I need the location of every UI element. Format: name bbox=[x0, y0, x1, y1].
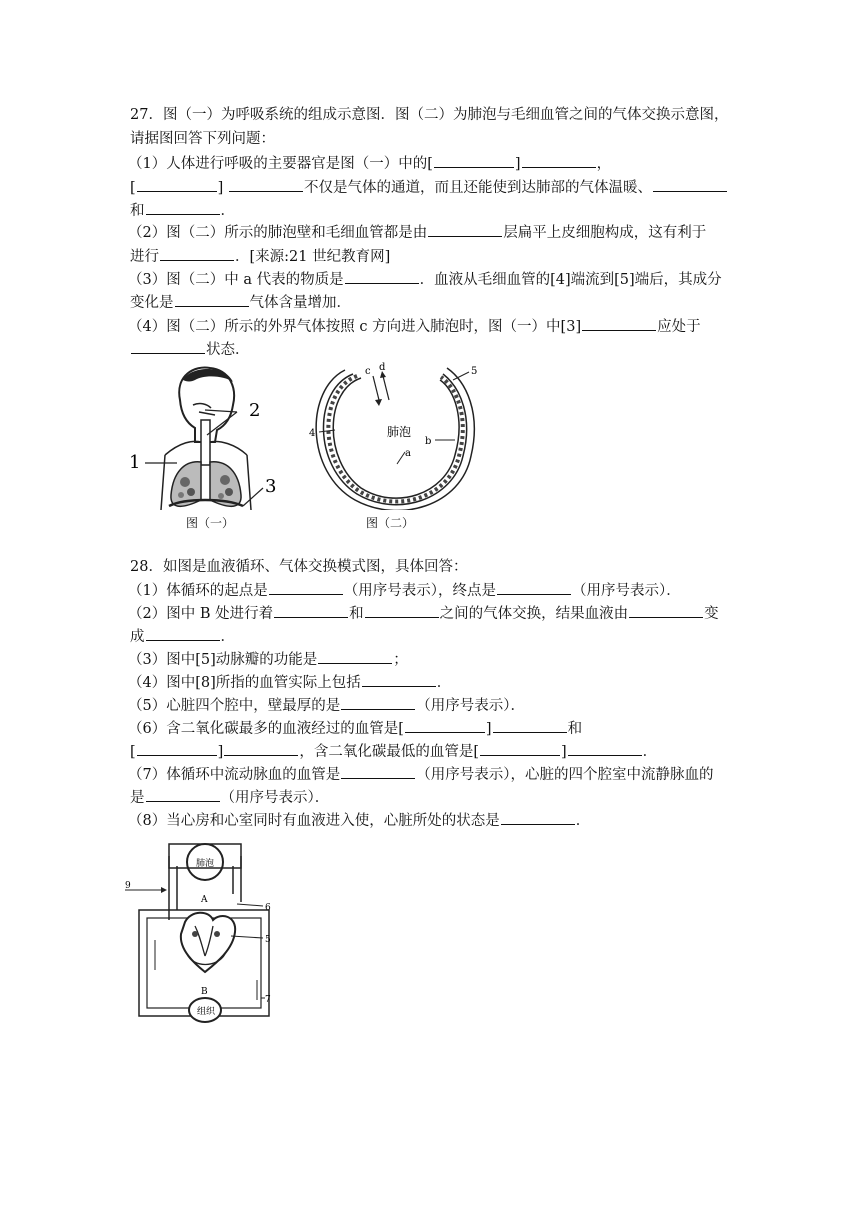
answer-blank[interactable] bbox=[501, 810, 575, 825]
fig2-label-a: a bbox=[405, 448, 411, 459]
q28-line10: （7）体循环中流动脉血的血管是 （用序号表示），心脏的四个腔室中流静脉血的 bbox=[128, 764, 713, 785]
answer-blank[interactable] bbox=[229, 177, 303, 192]
fig1-label-3: 3 bbox=[265, 476, 277, 497]
q28-line12: （8）当心房和心室同时有血液进入使，心脏所处的状态是 ． bbox=[128, 810, 590, 831]
answer-blank[interactable] bbox=[434, 153, 514, 168]
q27-line11: 状态． bbox=[130, 339, 250, 360]
fig2-label-c: c bbox=[365, 366, 371, 377]
blood-circulation-figure bbox=[125, 830, 285, 1025]
q27-line9: 变化是 气体含量增加． bbox=[130, 292, 351, 313]
fig1-label-1: 1 bbox=[129, 452, 141, 473]
answer-blank[interactable] bbox=[582, 316, 656, 331]
answer-blank[interactable] bbox=[341, 695, 415, 710]
fig-label-A: A bbox=[201, 895, 208, 905]
fig-label-5: 5 bbox=[265, 935, 271, 945]
q28-line9: [ ] ，含二氧化碳最低的血管是[ ] ． bbox=[130, 741, 657, 762]
answer-blank[interactable] bbox=[146, 787, 220, 802]
answer-blank[interactable] bbox=[568, 741, 642, 756]
q28-line8: （6）含二氧化碳最多的血液经过的血管是[ ] 和 bbox=[128, 718, 582, 739]
answer-blank[interactable] bbox=[493, 718, 567, 733]
q27-line8: （3）图（二）中 a 代表的物质是 ．血液从毛细血管的[4]端流到[5]端后，其成分 bbox=[128, 269, 722, 290]
q27-line4: [ ] 不仅是气体的通道，而且还能使到达肺部的气体温暖、 bbox=[130, 177, 728, 198]
fig-label-6: 6 bbox=[265, 903, 271, 913]
q28-line2: （1）体循环的起点是 （用序号表示），终点是 （用序号表示）． bbox=[128, 580, 681, 601]
q27-line2: 请据图回答下列问题： bbox=[130, 131, 275, 147]
fig2-label-5: 5 bbox=[471, 366, 478, 377]
fig-label-9: 9 bbox=[125, 881, 131, 891]
fig2-center-label: 肺泡 bbox=[387, 425, 412, 439]
q28-line1: 28．如图是血液循环、气体交换模式图，具体回答： bbox=[130, 559, 468, 575]
answer-blank[interactable] bbox=[274, 603, 348, 618]
fig2-label-b: b bbox=[425, 436, 432, 447]
q28-line6: （4）图中[8]所指的血管实际上包括 ． bbox=[128, 672, 451, 693]
answer-blank[interactable] bbox=[146, 626, 220, 641]
answer-blank[interactable] bbox=[522, 153, 596, 168]
q27-line6: （2）图（二）所示的肺泡壁和毛细血管都是由 层扁平上皮细胞构成，这有利于 bbox=[128, 222, 706, 243]
answer-blank[interactable] bbox=[137, 741, 217, 756]
answer-blank[interactable] bbox=[131, 339, 205, 354]
fig1-label-2: 2 bbox=[249, 400, 261, 421]
answer-blank[interactable] bbox=[137, 177, 217, 192]
fig2-label-4: 4 bbox=[309, 428, 316, 439]
fig-label-B: B bbox=[201, 987, 208, 997]
respiratory-system-figure bbox=[125, 360, 285, 535]
q28-line5: （3）图中[5]动脉瓣的功能是 ； bbox=[128, 649, 408, 670]
answer-blank[interactable] bbox=[653, 177, 727, 192]
answer-blank[interactable] bbox=[175, 292, 249, 307]
answer-blank[interactable] bbox=[224, 741, 298, 756]
fig-label-7: 7 bbox=[265, 995, 271, 1005]
alveolus-figure bbox=[305, 360, 485, 510]
answer-blank[interactable] bbox=[160, 246, 234, 261]
answer-blank[interactable] bbox=[405, 718, 485, 733]
answer-blank[interactable] bbox=[428, 222, 502, 237]
answer-blank[interactable] bbox=[146, 200, 220, 215]
answer-blank[interactable] bbox=[318, 649, 392, 664]
q27-line5: 和 ． bbox=[130, 200, 235, 221]
q28-line7: （5）心脏四个腔中，壁最厚的是 （用序号表示）． bbox=[128, 695, 525, 716]
q28-line3: （2）图中 B 处进行着 和 之间的气体交换，结果血液由 变 bbox=[128, 603, 719, 624]
fig2-caption: 图（二） bbox=[366, 516, 415, 530]
answer-blank[interactable] bbox=[362, 672, 436, 687]
answer-blank[interactable] bbox=[345, 269, 419, 284]
fig2-label-d: d bbox=[379, 362, 386, 373]
q27-line7: 进行 ．[来源:21 世纪教育网] bbox=[130, 246, 390, 267]
fig1-caption: 图（一） bbox=[186, 516, 235, 530]
fig-bottom-label: 组织 bbox=[197, 1007, 216, 1017]
answer-blank[interactable] bbox=[365, 603, 439, 618]
q28-line11: 是 （用序号表示）． bbox=[130, 787, 329, 808]
answer-blank[interactable] bbox=[629, 603, 703, 618]
q27-line3: （1）人体进行呼吸的主要器官是图（一）中的[ ] ， bbox=[128, 153, 611, 174]
q28-line4: 成 ． bbox=[130, 626, 235, 647]
answer-blank[interactable] bbox=[269, 580, 343, 595]
answer-blank[interactable] bbox=[341, 764, 415, 779]
answer-blank[interactable] bbox=[480, 741, 560, 756]
answer-blank[interactable] bbox=[497, 580, 571, 595]
q27-line10: （4）图（二）所示的外界气体按照 c 方向进入肺泡时，图（一）中[3] 应处于 bbox=[128, 316, 701, 337]
fig-top-label: 肺泡 bbox=[196, 859, 215, 869]
q27-line1: 27．图（一）为呼吸系统的组成示意图．图（二）为肺泡与毛细血管之间的气体交换示意图， bbox=[130, 107, 729, 123]
